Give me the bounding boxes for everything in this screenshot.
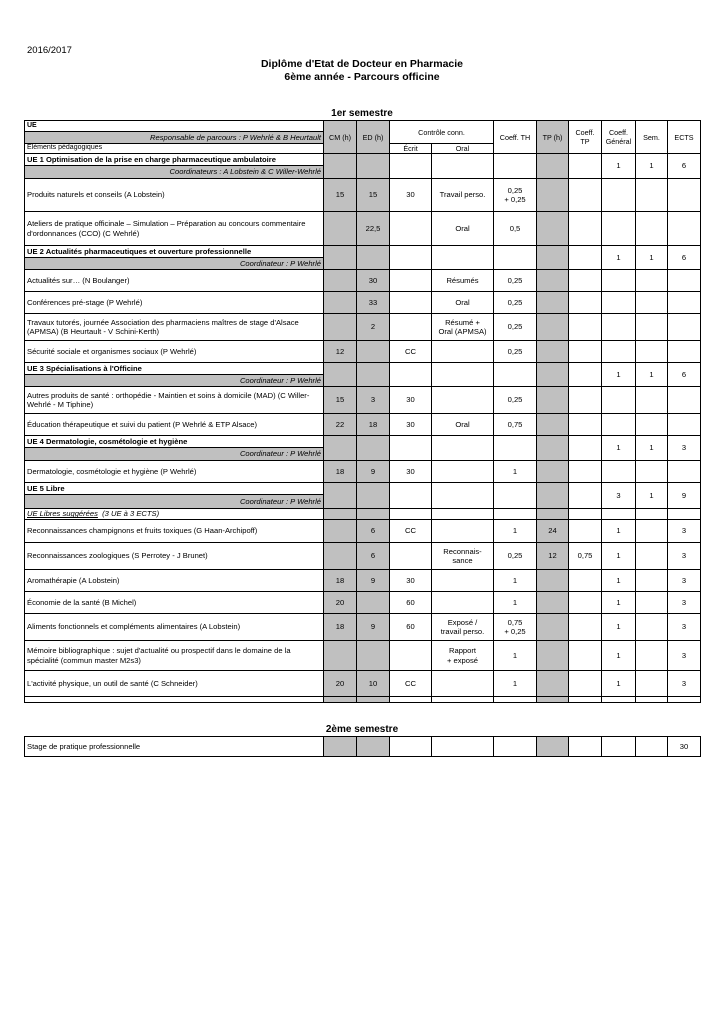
oral-cell: Oral xyxy=(432,212,494,246)
ecrit-cell: 30 xyxy=(390,387,432,414)
ue-row xyxy=(25,246,701,258)
element-name: Aliments fonctionnels et compléments alimentaires (A Lobstein) xyxy=(25,614,324,641)
semester-2-heading: 2ème semestre xyxy=(325,724,399,735)
ecrit-cell: 60 xyxy=(390,592,432,614)
ue-ects: 6 xyxy=(668,246,701,270)
element-name: L'activité physique, un outil de santé (C Schneider) xyxy=(25,671,324,697)
libres-row xyxy=(25,509,701,520)
element-name: Actualités sur… (N Boulanger) xyxy=(25,270,324,292)
ue-title: UE 2 Actualités pharmaceutiques et ouverture professionnelle xyxy=(25,246,324,258)
table-row xyxy=(25,737,701,757)
element-name: Économie de la santé (B Michel) xyxy=(25,592,324,614)
coeff-general-cell: 1 xyxy=(602,614,636,641)
ue-row xyxy=(25,363,701,375)
coeff-th-cell: 1 xyxy=(494,671,537,697)
coeff-general-cell: 1 xyxy=(602,543,636,570)
ects-cell: 3 xyxy=(668,570,701,592)
coeff-th-cell: 0,25 xyxy=(494,270,537,292)
ed-cell: 10 xyxy=(357,671,390,697)
element-name: Aromathérapie (A Lobstein) xyxy=(25,570,324,592)
oral-cell: Oral xyxy=(432,414,494,436)
header-responsable: Responsable de parcours : P Wehrlé & B Heurtault xyxy=(25,132,324,144)
ue-coeff: 3 xyxy=(602,483,636,509)
coeff-th-cell: 1 xyxy=(494,592,537,614)
coeff-general-cell: 1 xyxy=(602,671,636,697)
element-name: Mémoire bibliographique : sujet d'actualité ou prospectif dans le domaine de la spécialité (commun master M2s3) xyxy=(25,641,324,671)
header-cm: CM (h) xyxy=(324,121,357,154)
tp-cell: 24 xyxy=(537,520,569,543)
ue-ects: 3 xyxy=(668,436,701,461)
ue-sem: 1 xyxy=(636,363,668,387)
table-row xyxy=(25,461,701,483)
ed-cell: 3 xyxy=(357,387,390,414)
ed-cell: 30 xyxy=(357,270,390,292)
academic-year: 2016/2017 xyxy=(27,45,72,56)
header-oral: Oral xyxy=(432,144,494,154)
coeff-th-cell: 1 xyxy=(494,641,537,671)
table-row xyxy=(25,570,701,592)
oral-cell: Travail perso. xyxy=(432,179,494,212)
ects-cell: 3 xyxy=(668,520,701,543)
oral-cell: Oral xyxy=(432,292,494,314)
header-ecrit: Écrit xyxy=(390,144,432,154)
libres-note: (3 UE à 3 ECTS) xyxy=(102,509,160,519)
coeff-th-cell: 0,5 xyxy=(494,212,537,246)
table-row xyxy=(25,520,701,543)
ed-cell: 6 xyxy=(357,520,390,543)
ue-coeff: 1 xyxy=(602,154,636,179)
ue-row xyxy=(25,436,701,448)
ed-cell: 9 xyxy=(357,614,390,641)
cm-cell: 12 xyxy=(324,341,357,363)
element-name: Reconnaissances zoologiques (S Perrotey - J Brunet) xyxy=(25,543,324,570)
coeff-th-cell: 0,25 xyxy=(494,387,537,414)
oral-cell: Exposé / travail perso. xyxy=(432,614,494,641)
element-name: Autres produits de santé : orthopédie - Maintien et soins à domicile (MAD) (C Willer-Wehrlé - M Tiphine) xyxy=(25,387,324,414)
coeff-general-cell: 1 xyxy=(602,641,636,671)
ects-cell: 3 xyxy=(668,671,701,697)
coeff-th-cell: 0,25 xyxy=(494,314,537,341)
ed-cell: 2 xyxy=(357,314,390,341)
ecrit-cell: 60 xyxy=(390,614,432,641)
cm-cell: 15 xyxy=(324,179,357,212)
coeff-tp-cell: 0,75 xyxy=(569,543,602,570)
ue-sem: 1 xyxy=(636,436,668,461)
ue-ects: 9 xyxy=(668,483,701,509)
header-coeff-tp: Coeff. TP xyxy=(569,121,602,154)
semester-1-heading: 1er semestre xyxy=(331,108,393,119)
element-name: Produits naturels et conseils (A Lobstein) xyxy=(25,179,324,212)
ue-sem: 1 xyxy=(636,246,668,270)
ecrit-cell: 30 xyxy=(390,414,432,436)
cm-cell: 18 xyxy=(324,614,357,641)
ue-sem: 1 xyxy=(636,483,668,509)
oral-cell: Reconnais- sance xyxy=(432,543,494,570)
oral-cell: Résumés xyxy=(432,270,494,292)
coeff-th-cell: 0,25 xyxy=(494,341,537,363)
ue-coordinator: Coordinateur : P Wehrlé xyxy=(25,448,324,461)
document-title: Diplôme d'Etat de Docteur en Pharmacie xyxy=(260,58,464,70)
ue-row xyxy=(25,154,701,166)
ue-sem: 1 xyxy=(636,154,668,179)
table-row xyxy=(25,641,701,671)
table-row xyxy=(25,592,701,614)
ue-coeff: 1 xyxy=(602,436,636,461)
ed-cell: 9 xyxy=(357,461,390,483)
cm-cell: 22 xyxy=(324,414,357,436)
element-name: Sécurité sociale et organismes sociaux (P Wehrlé) xyxy=(25,341,324,363)
table-row xyxy=(25,292,701,314)
table-row xyxy=(25,671,701,697)
table-row xyxy=(25,212,701,246)
element-name: Travaux tutorés, journée Association des pharmaciens maîtres de stage d'Alsace (APMSA) (B Heurtault - V Schini-Kerth) xyxy=(25,314,324,341)
table-row xyxy=(25,414,701,436)
ue-ects: 6 xyxy=(668,363,701,387)
header-tp: TP (h) xyxy=(537,121,569,154)
table-row xyxy=(25,179,701,212)
ecrit-cell: CC xyxy=(390,671,432,697)
coeff-th-cell: 0,75 xyxy=(494,414,537,436)
ecrit-cell: CC xyxy=(390,341,432,363)
header-ects: ECTS xyxy=(668,121,701,154)
coeff-th-cell: 0,75 + 0,25 xyxy=(494,614,537,641)
semester-1-table xyxy=(24,120,701,703)
ue-title: UE 3 Spécialisations à l'Officine xyxy=(25,363,324,375)
ed-cell: 6 xyxy=(357,543,390,570)
coeff-th-cell: 1 xyxy=(494,520,537,543)
coeff-general-cell: 1 xyxy=(602,592,636,614)
coeff-th-cell: 0,25 + 0,25 xyxy=(494,179,537,212)
ue-coeff: 1 xyxy=(602,363,636,387)
coeff-th-cell: 1 xyxy=(494,461,537,483)
table-row xyxy=(25,614,701,641)
libres-heading: UE Libres suggérées xyxy=(27,509,98,519)
coeff-general-cell: 1 xyxy=(602,570,636,592)
header-sem: Sem. xyxy=(636,121,668,154)
oral-cell: Résumé + Oral (APMSA) xyxy=(432,314,494,341)
semester-2-table xyxy=(24,736,701,757)
header-coeff-th: Coeff. TH xyxy=(494,121,537,154)
ue-title: UE 4 Dermatologie, cosmétologie et hygiène xyxy=(25,436,324,448)
element-name: Ateliers de pratique officinale – Simulation – Préparation au concours commentaire d'ordonnances (CCO) (C Wehrlé) xyxy=(25,212,324,246)
table-row xyxy=(25,387,701,414)
ue-coeff: 1 xyxy=(602,246,636,270)
ue-title: UE 5 Libre xyxy=(25,483,324,495)
table-row xyxy=(25,341,701,363)
element-name: Reconnaissances champignons et fruits toxiques (G Haan-Archipoff) xyxy=(25,520,324,543)
ed-cell: 33 xyxy=(357,292,390,314)
ed-cell: 9 xyxy=(357,570,390,592)
ecrit-cell: 30 xyxy=(390,179,432,212)
ue-ects: 6 xyxy=(668,154,701,179)
oral-cell: Rapport + exposé xyxy=(432,641,494,671)
document-subtitle: 6ème année - Parcours officine xyxy=(284,71,440,83)
ecrit-cell: 30 xyxy=(390,461,432,483)
cm-cell: 18 xyxy=(324,570,357,592)
table-row xyxy=(25,270,701,292)
ue-title: UE 1 Optimisation de la prise en charge pharmaceutique ambulatoire xyxy=(25,154,324,166)
cm-cell: 18 xyxy=(324,461,357,483)
element-name: Dermatologie, cosmétologie et hygiène (P Wehrlé) xyxy=(25,461,324,483)
ects-cell: 3 xyxy=(668,614,701,641)
coeff-th-cell: 1 xyxy=(494,570,537,592)
cm-cell: 20 xyxy=(324,592,357,614)
cm-cell: 15 xyxy=(324,387,357,414)
tp-cell: 12 xyxy=(537,543,569,570)
element-name: Conférences pré-stage (P Wehrlé) xyxy=(25,292,324,314)
header-controle: Contrôle conn. xyxy=(390,121,494,144)
ects-cell: 3 xyxy=(668,641,701,671)
header-ed: ED (h) xyxy=(357,121,390,154)
ects-cell: 3 xyxy=(668,543,701,570)
table-row xyxy=(25,314,701,341)
ects-cell: 3 xyxy=(668,592,701,614)
ue-coordinator: Coordinateur : P Wehrlé xyxy=(25,258,324,270)
header-row xyxy=(25,121,701,132)
cm-cell: 20 xyxy=(324,671,357,697)
ed-cell: 15 xyxy=(357,179,390,212)
ue-coordinator: Coordinateurs : A Lobstein & C Willer-Wehrlé xyxy=(25,166,324,179)
ue-coordinator: Coordinateur : P Wehrlé xyxy=(25,495,324,509)
ecrit-cell: CC xyxy=(390,520,432,543)
ed-cell: 18 xyxy=(357,414,390,436)
coeff-general-cell: 1 xyxy=(602,520,636,543)
coeff-th-cell: 0,25 xyxy=(494,543,537,570)
spacer-row xyxy=(25,697,701,703)
ue-row xyxy=(25,483,701,495)
header-ue: UE xyxy=(25,121,324,132)
ects-cell: 30 xyxy=(668,737,701,757)
ed-cell: 22,5 xyxy=(357,212,390,246)
coeff-th-cell: 0,25 xyxy=(494,292,537,314)
element-name: Éducation thérapeutique et suivi du patient (P Wehrlé & ETP Alsace) xyxy=(25,414,324,436)
header-coeff-general: Coeff. Général xyxy=(602,121,636,154)
element-name: Stage de pratique professionnelle xyxy=(25,737,324,757)
header-elements: Éléments pédagogiques xyxy=(25,144,324,154)
ue-coordinator: Coordinateur : P Wehrlé xyxy=(25,375,324,387)
ecrit-cell: 30 xyxy=(390,570,432,592)
table-row xyxy=(25,543,701,570)
